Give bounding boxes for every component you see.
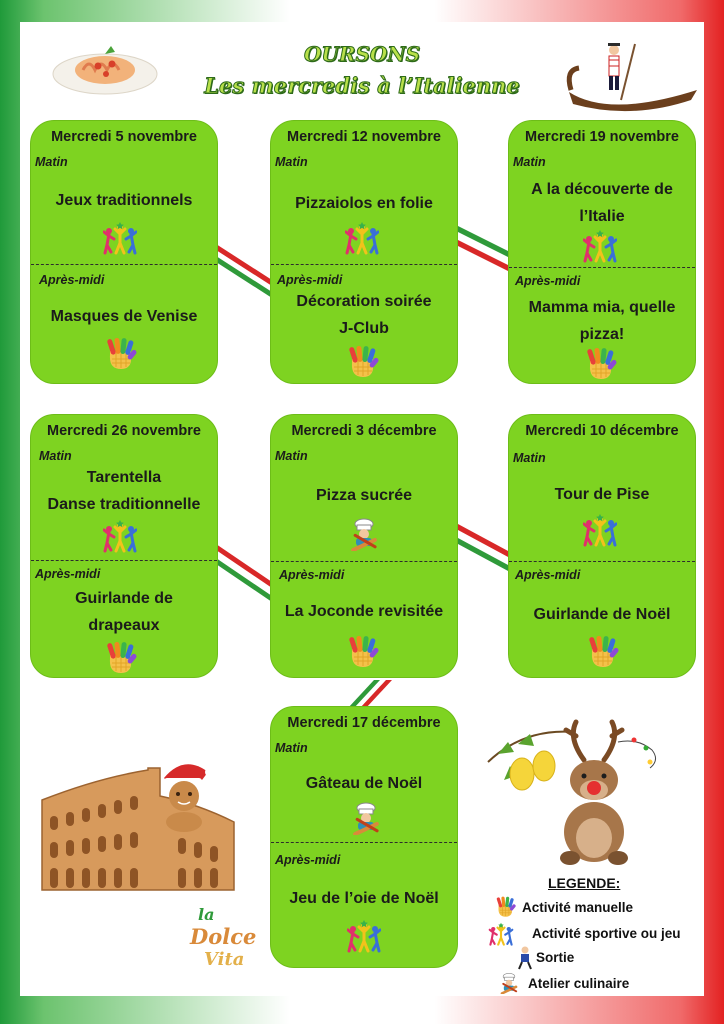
craft-activity-icon [103, 641, 137, 675]
afternoon-label: Après-midi [275, 853, 341, 867]
sport-activity-icon [488, 922, 514, 946]
day-card [270, 120, 458, 384]
sport-activity-icon [103, 519, 137, 553]
craft-activity-icon [494, 896, 516, 918]
day-date: Mercredi 10 décembre [525, 423, 679, 439]
afternoon-activity: Décoration soirée J-Club [296, 293, 432, 337]
day-date: Mercredi 12 novembre [287, 129, 441, 145]
morning-activity: Jeux traditionnels [55, 192, 193, 209]
afternoon-activity: Masques de Venise [50, 308, 198, 325]
cooking-workshop-icon [498, 972, 520, 994]
legend-item: Activité sportive ou jeu [488, 922, 708, 946]
morning-activity: Pizza sucrée [315, 487, 413, 504]
gondola-icon [565, 40, 701, 126]
day-card [270, 414, 458, 678]
morning-activity: Pizzaiolos en folie [295, 195, 433, 212]
day-date: Mercredi 19 novembre [525, 129, 679, 145]
italian-ribbon [456, 222, 512, 274]
sport-activity-icon [345, 221, 379, 255]
afternoon-activity: Mamma mia, quelle pizza! [528, 299, 676, 343]
day-card [30, 120, 218, 384]
pasta-plate-icon [50, 40, 160, 98]
afternoon-label: Après-midi [515, 568, 581, 582]
morning-label: Matin [39, 449, 72, 463]
page-title: Les mercredis à l’Italienne [204, 73, 520, 98]
italian-ribbon [214, 240, 274, 300]
italian-ribbon [456, 520, 512, 574]
morning-activity: Tarentella Danse traditionnelle [47, 469, 201, 513]
day-date: Mercredi 5 novembre [51, 129, 197, 145]
italian-ribbon [214, 540, 274, 604]
morning-label: Matin [35, 155, 68, 169]
morning-label: Matin [513, 155, 546, 169]
day-card [30, 414, 218, 678]
day-date: Mercredi 17 décembre [287, 715, 441, 731]
gingerbread-icon [150, 758, 220, 832]
cooking-workshop-icon [349, 801, 383, 835]
afternoon-label: Après-midi [515, 274, 581, 288]
sport-activity-icon [583, 229, 617, 263]
afternoon-label: Après-midi [39, 273, 105, 287]
legend-item: Sortie [516, 946, 636, 972]
afternoon-label: Après-midi [35, 567, 101, 581]
day-date: Mercredi 3 décembre [291, 423, 437, 439]
legend-item: Atelier culinaire [498, 972, 678, 996]
legend-title: LEGENDE: [548, 875, 621, 891]
outing-icon [516, 946, 534, 970]
sport-activity-icon [347, 919, 381, 953]
morning-label: Matin [275, 155, 308, 169]
legend-item: Activité manuelle [494, 896, 694, 920]
afternoon-activity: Jeu de l’oie de Noël [289, 890, 439, 907]
morning-label: Matin [275, 741, 308, 755]
morning-label: Matin [275, 449, 308, 463]
reindeer-icon [484, 718, 664, 868]
day-card [270, 706, 458, 968]
craft-activity-icon [345, 635, 379, 669]
day-card [508, 414, 696, 678]
day-card [508, 120, 696, 384]
morning-activity: A la découverte de l’Italie [531, 181, 673, 225]
craft-activity-icon [583, 347, 617, 381]
morning-activity: Tour de Pise [554, 486, 650, 503]
sport-activity-icon [103, 221, 137, 255]
morning-label: Matin [513, 451, 546, 465]
afternoon-activity: La Joconde revisitée [284, 603, 444, 620]
craft-activity-icon [103, 337, 137, 371]
group-title: OURSONS [303, 42, 421, 66]
afternoon-activity: Guirlande de Noël [533, 606, 671, 623]
craft-activity-icon [585, 635, 619, 669]
cooking-workshop-icon [347, 517, 381, 551]
morning-activity: Gâteau de Noël [305, 775, 423, 792]
afternoon-activity: Guirlande de drapeaux [75, 590, 173, 634]
day-date: Mercredi 26 novembre [47, 423, 201, 439]
afternoon-label: Après-midi [277, 273, 343, 287]
sport-activity-icon [583, 513, 617, 547]
craft-activity-icon [345, 345, 379, 379]
dolce-vita-logo: la Dolce Vita [190, 905, 257, 970]
afternoon-label: Après-midi [279, 568, 345, 582]
